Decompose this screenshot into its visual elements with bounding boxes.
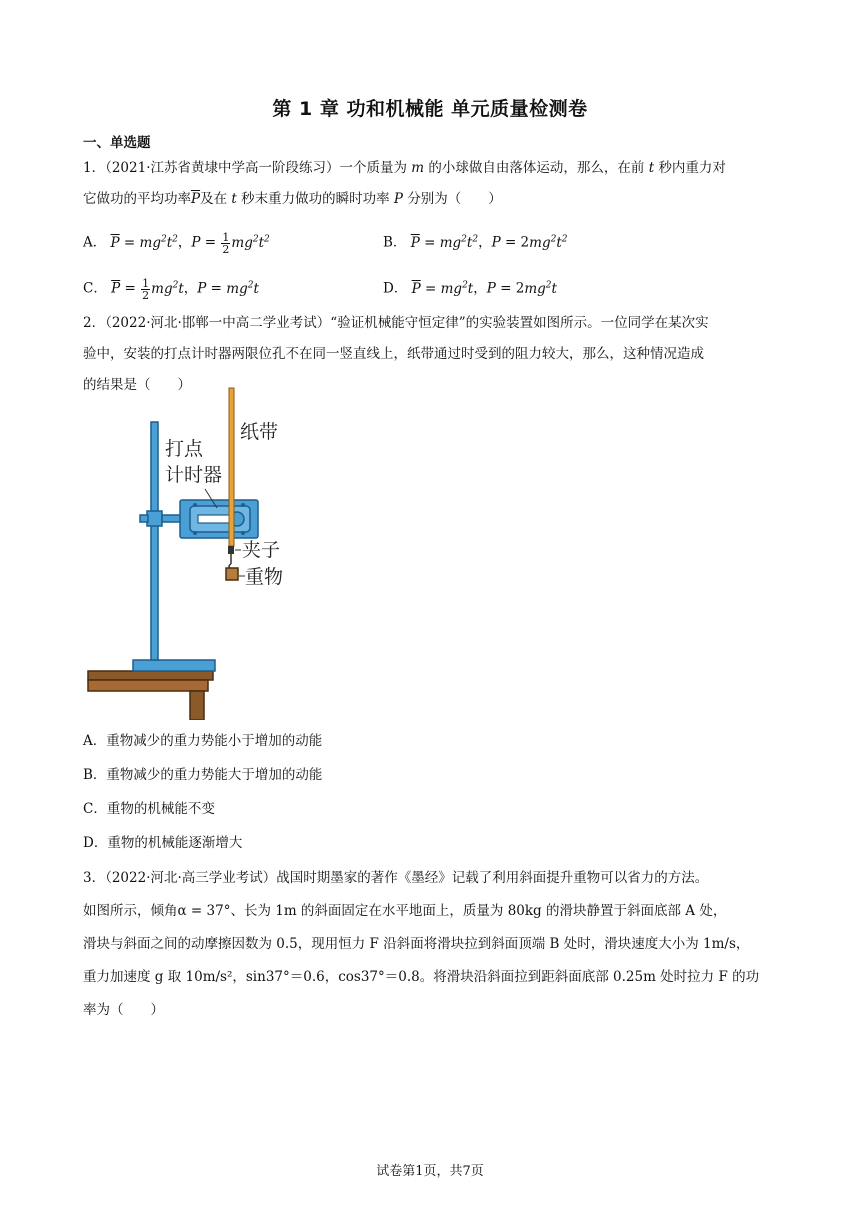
q1-option-b[interactable]: B． $\overline{P} = mg^2t^2$，$P = 2mg^2t^2$ xyxy=(383,234,568,251)
q1-var-m: m xyxy=(411,160,425,176)
paper-tape xyxy=(229,388,234,546)
q3-text: 滑块与斜面之间的动摩擦因数为 0.5，现用恒力 F 沿斜面将滑块拉到斜面顶端 B 处时，滑块速度大小为 1m/s， xyxy=(83,936,750,952)
option-label: D． xyxy=(383,280,408,297)
q2-option-d[interactable] xyxy=(83,828,242,858)
option-label: C． xyxy=(83,280,107,297)
label-timer-line2: 计时器 xyxy=(165,464,223,486)
screw-icon xyxy=(241,531,245,535)
q2-option-a[interactable] xyxy=(83,726,322,756)
option-text: 重物的机械能逐渐增大 xyxy=(107,835,243,851)
screw-icon xyxy=(193,503,197,507)
q2-text: 的结果是（ ） xyxy=(83,377,191,393)
option-label: B． xyxy=(83,767,107,783)
q1-option-a[interactable]: A． $\overline{P} = mg^2t^2$，P = $\frac{1}{2}$ $mg^2t^2$ xyxy=(83,230,270,256)
clamp-screw xyxy=(140,515,148,522)
table-leg xyxy=(190,691,204,720)
q1-source: （2021·江苏省黄埭中学高一阶段练习） xyxy=(105,160,340,176)
q1-text: 它做功的平均功率 xyxy=(83,191,191,207)
option-label: D． xyxy=(83,835,108,851)
q3-text: 战国时期墨家的著作《墨经》记载了利用斜面提升重物可以省力的方法。 xyxy=(276,870,709,886)
q1-var-p: P xyxy=(393,191,404,207)
screw-icon xyxy=(241,503,245,507)
q1-text: 秒末重力做功的瞬时功率 xyxy=(241,191,390,207)
label-timer-line1: 打点 xyxy=(165,438,204,460)
q1-var-t: t xyxy=(231,191,237,207)
apparatus-figure xyxy=(83,384,313,720)
q1-number: 1． xyxy=(83,160,106,176)
q1-text: 一个质量为 xyxy=(339,160,407,176)
stand-base xyxy=(133,660,215,671)
clamp-arm xyxy=(162,515,182,522)
page-footer: 试卷第1页，共7页 xyxy=(376,1164,484,1179)
q2-source: （2022·河北·邯郸一中高二学业考试） xyxy=(105,315,331,331)
clip xyxy=(228,546,234,554)
weight xyxy=(226,568,238,580)
q1-text: 秒内重力对 xyxy=(658,160,726,176)
page-title: 第 1 章 功和机械能 单元质量检测卷 xyxy=(272,98,588,120)
q1-text: 的小球做自由落体运动，那么，在前 xyxy=(428,160,645,176)
option-label: A． xyxy=(83,733,107,749)
label-clamp: 夹子 xyxy=(242,539,281,561)
option-label: C． xyxy=(83,801,107,817)
q3-text: 如图所示，倾角α = 37°、长为 1m 的斜面固定在水平地面上，质量为 80kg 的滑块静置于斜面底部 A 处， xyxy=(83,903,727,919)
question-1-stem xyxy=(83,153,783,215)
screw-icon xyxy=(193,531,197,535)
q2-option-c[interactable] xyxy=(83,794,215,824)
option-label: A． xyxy=(83,234,107,251)
q1-var-t: t xyxy=(648,160,655,176)
q3-source: （2022·河北·高三学业考试） xyxy=(105,870,277,886)
table-top xyxy=(88,671,213,680)
label-weight: 重物 xyxy=(245,566,284,588)
q3-number: 3． xyxy=(83,870,106,886)
option-text: 重物减少的重力势能小于增加的动能 xyxy=(106,733,323,749)
q2-text: “验证机械能守恒定律”的实验装置如图所示。一位同学在某次实 xyxy=(330,315,709,331)
q3-text: 率为（ ） xyxy=(83,1002,164,1018)
q1-text: 及在 xyxy=(200,191,228,207)
section-heading: 一、单选题 xyxy=(83,135,151,151)
q2-option-b[interactable] xyxy=(83,760,322,790)
q1-text: 分别为（ ） xyxy=(407,191,502,207)
q1-var-pbar: $\overline{P}$ xyxy=(191,191,201,207)
option-label: B． xyxy=(383,234,407,251)
question-3-stem xyxy=(83,862,783,1027)
label-paper-tape: 纸带 xyxy=(240,421,279,443)
clamp-boss xyxy=(147,511,162,526)
table-edge xyxy=(88,680,208,691)
q2-text: 验中，安装的打点计时器两限位孔不在同一竖直线上，纸带通过时受到的阻力较大，那么，这种情况造成 xyxy=(83,346,704,362)
stand-pole xyxy=(151,422,158,660)
option-text: 重物减少的重力势能大于增加的动能 xyxy=(106,767,323,783)
q1-option-c[interactable]: C． $\overline{P}$ = $\frac{1}{2}$ $mg^2t$，$P = mg^2t$ xyxy=(83,276,259,302)
q3-text: 重力加速度 g 取 10m/s²，sin37°＝0.6，cos37°＝0.8。将滑块沿斜面拉到距斜面底部 0.25m 处时拉力 F 的功 xyxy=(83,969,760,985)
option-text: 重物的机械能不变 xyxy=(106,801,215,817)
q2-number: 2． xyxy=(83,315,106,331)
q1-option-d[interactable]: D． $\overline{P} = mg^2t$，$P = 2mg^2t$ xyxy=(383,280,557,297)
